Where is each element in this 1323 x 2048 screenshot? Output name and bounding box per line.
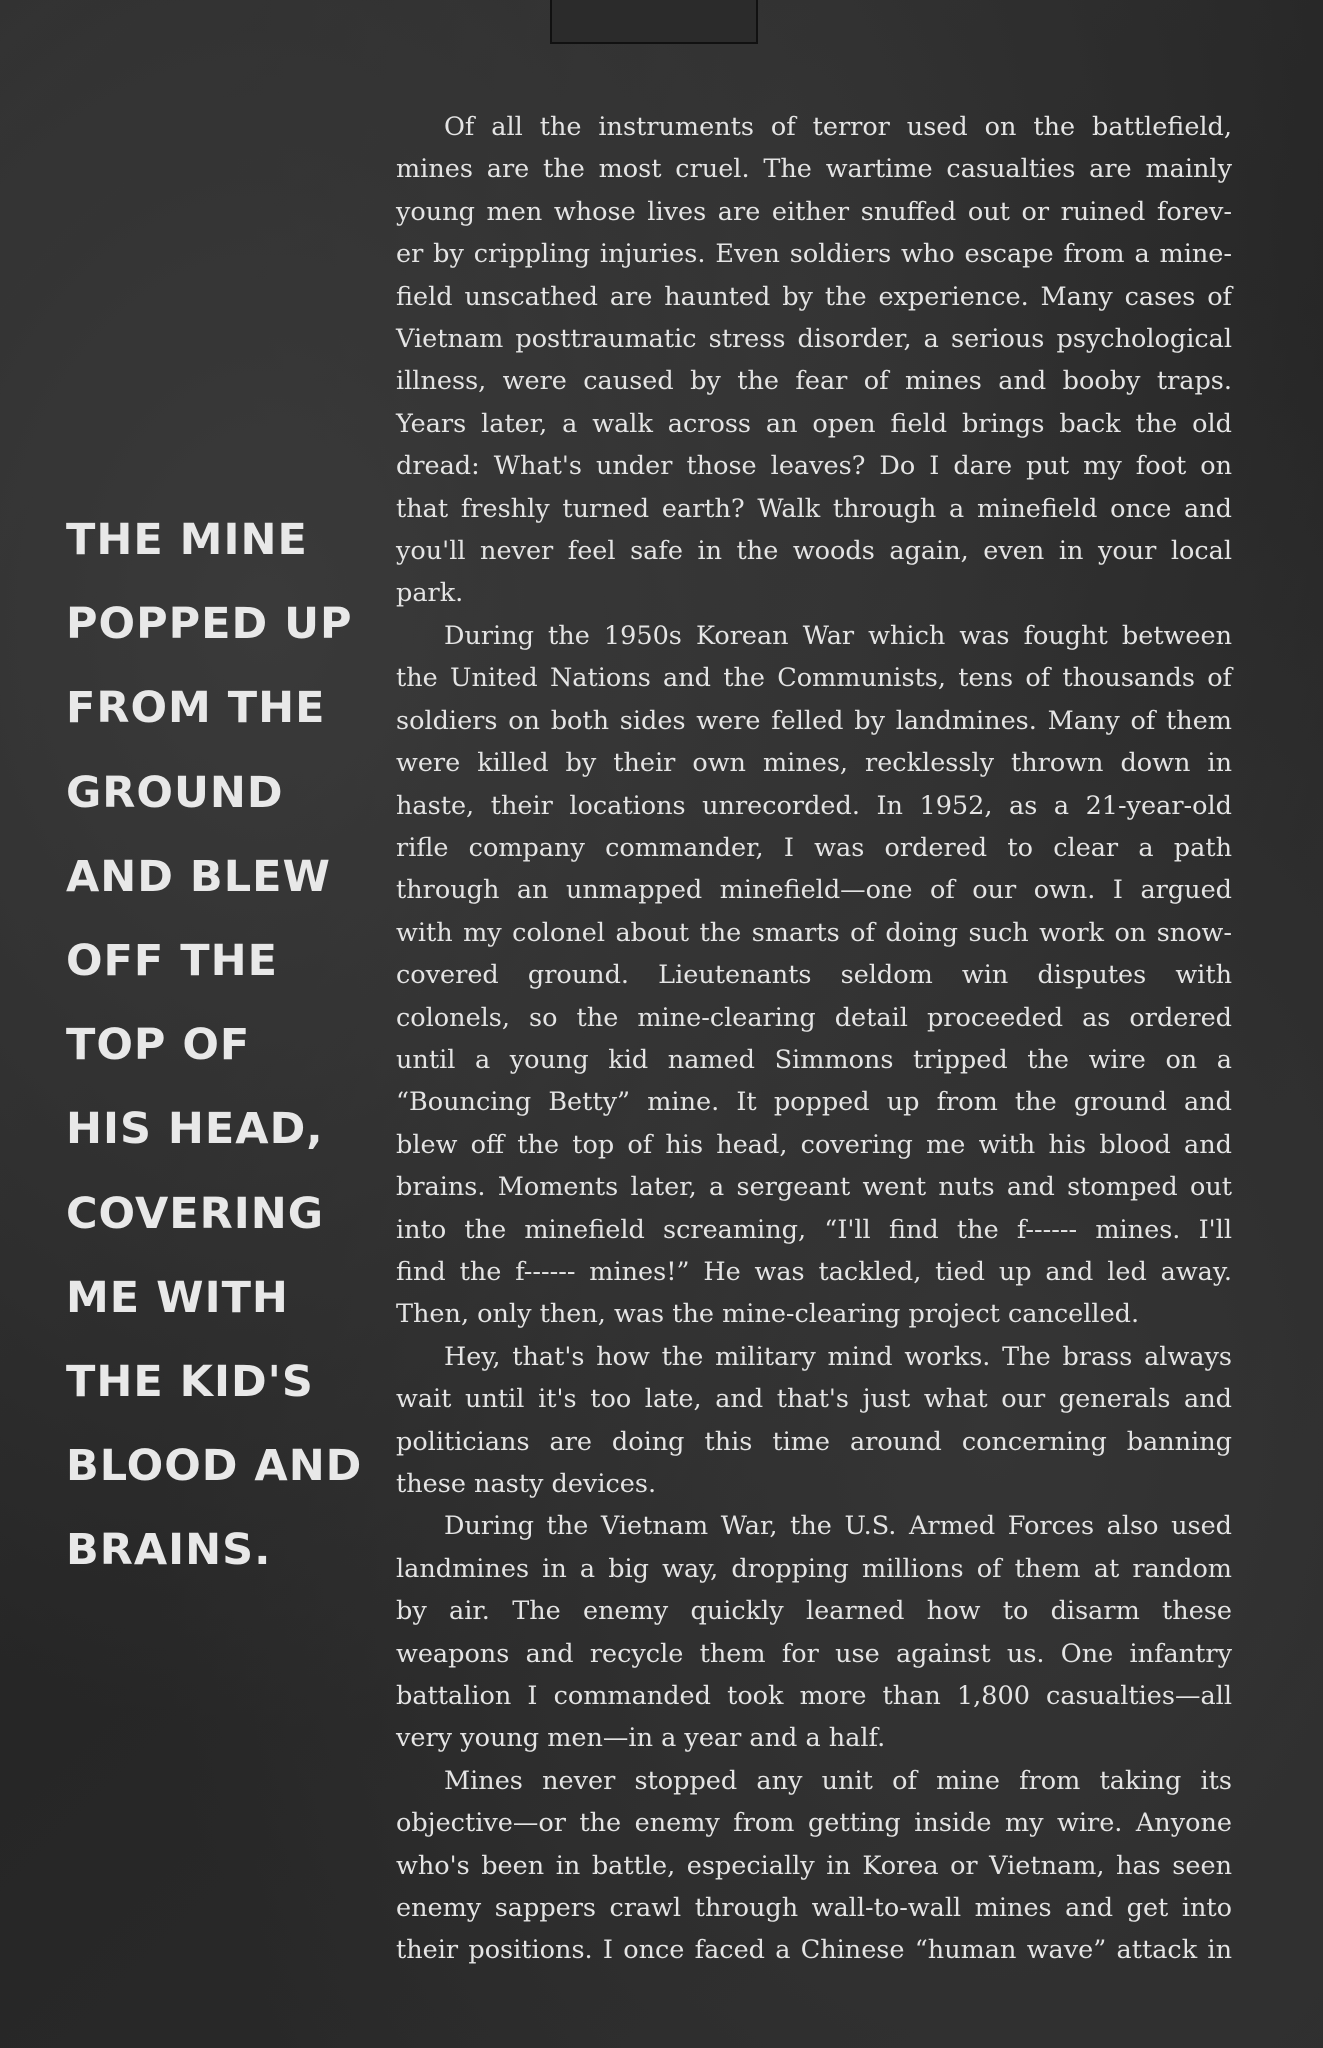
article-line: illness, were caused by the fear of mines and booby traps. [396, 366, 1232, 397]
article-body [396, 106, 1232, 1972]
pull-quote-line: TOP OF [66, 1020, 251, 1071]
article-line: Mines never stopped any unit of mine from taking its [444, 1765, 1232, 1796]
article-line: dread: What's under those leaves? Do I dare put my foot on [396, 451, 1232, 482]
pull-quote-line: HIS HEAD, [66, 1104, 324, 1155]
article-line: haste, their locations unrecorded. In 1952, as a 21-year-old [396, 790, 1232, 821]
article-line: battalion I commanded took more than 1,800 casualties—all [396, 1681, 1232, 1712]
article-line: enemy sappers crawl through wall-to-wall mines and get into [396, 1893, 1232, 1924]
article-line: who's been in battle, especially in Korea or Vietnam, has seen [396, 1850, 1232, 1881]
article-line: Vietnam posttraumatic stress disorder, a serious psychological [396, 324, 1232, 355]
page-tab-marker [550, 0, 758, 44]
article-line: find the f------ mines!” He was tackled, tied up and led away. [396, 1256, 1232, 1287]
pull-quote-line: AND BLEW [66, 851, 331, 902]
article-line: During the 1950s Korean War which was fought between [444, 620, 1232, 651]
article-line: their positions. I once faced a Chinese “human wave” attack in [396, 1935, 1232, 1966]
article-line: park. [396, 578, 464, 609]
article-line: weapons and recycle them for use against us. One infantry [396, 1638, 1232, 1669]
article-line: young men whose lives are either snuffed out or ruined forev- [396, 196, 1232, 227]
article-line: covered ground. Lieutenants seldom win disputes with [396, 960, 1232, 991]
article-line: the United Nations and the Communists, tens of thousands of [396, 663, 1232, 694]
article-line: Hey, that's how the military mind works. The brass always [444, 1341, 1232, 1372]
article-line: very young men—in a year and a half. [396, 1723, 886, 1754]
article-line: through an unmapped minefield—one of our own. I argued [396, 875, 1232, 906]
article-line: objective—or the enemy from getting inside my wire. Anyone [396, 1808, 1232, 1839]
article-line: Years later, a walk across an open field brings back the old [396, 408, 1232, 439]
article-line: mines are the most cruel. The wartime casualties are mainly [396, 154, 1232, 185]
article-line: into the minefield screaming, “I'll find the f------ mines. I'll [396, 1214, 1232, 1245]
pull-quote-line: POPPED UP [66, 599, 353, 650]
article-line: were killed by their own mines, recklessly thrown down in [396, 748, 1232, 779]
pull-quote-line: BRAINS. [66, 1525, 272, 1576]
pull-quote-line: COVERING [66, 1188, 325, 1239]
pull-quote-line: BLOOD AND [66, 1441, 363, 1492]
article-line: er by crippling injuries. Even soldiers who escape from a mine- [396, 239, 1232, 270]
article-line: until a young kid named Simmons tripped the wire on a [396, 1044, 1232, 1075]
pull-quote-line: OFF THE [66, 936, 278, 987]
pull-quote-line: THE MINE [66, 515, 308, 565]
article-line: you'll never feel safe in the woods again, even in your local [396, 536, 1232, 567]
pull-quote-line: FROM THE [66, 683, 326, 734]
article-line: “Bouncing Betty” mine. It popped up from the ground and [396, 1087, 1232, 1118]
article-line: soldiers on both sides were felled by landmines. Many of them [396, 705, 1232, 736]
article-line: that freshly turned earth? Walk through a minefield once and [396, 493, 1232, 524]
article-line: politicians are doing this time around concerning banning [396, 1426, 1232, 1457]
article-line: brains. Moments later, a sergeant went nuts and stomped out [396, 1172, 1232, 1203]
article-line: blew off the top of his head, covering me with his blood and [396, 1129, 1232, 1160]
article-line: landmines in a big way, dropping millions of them at random [396, 1553, 1232, 1584]
article-line: Of all the instruments of terror used on the battlefield, [444, 112, 1232, 142]
article-line: with my colonel about the smarts of doing such work on snow- [396, 917, 1232, 948]
article-line: by air. The enemy quickly learned how to disarm these [396, 1596, 1232, 1627]
article-line: wait until it's too late, and that's just what our generals and [396, 1384, 1232, 1415]
pull-quote-line: THE KID'S [66, 1357, 314, 1408]
pull-quote-line: GROUND [66, 767, 284, 818]
pull-quote-line: ME WITH [66, 1272, 289, 1323]
article-line: rifle company commander, I was ordered to clear a path [396, 832, 1232, 863]
article-line: these nasty devices. [396, 1469, 657, 1499]
article-line: colonels, so the mine-clearing detail proceeded as ordered [396, 1002, 1232, 1033]
article-line: field unscathed are haunted by the experience. Many cases of [396, 281, 1232, 312]
article-line: During the Vietnam War, the U.S. Armed Forces also used [444, 1511, 1232, 1542]
article-line: Then, only then, was the mine-clearing project cancelled. [396, 1299, 1140, 1330]
pull-quote [66, 498, 363, 1593]
